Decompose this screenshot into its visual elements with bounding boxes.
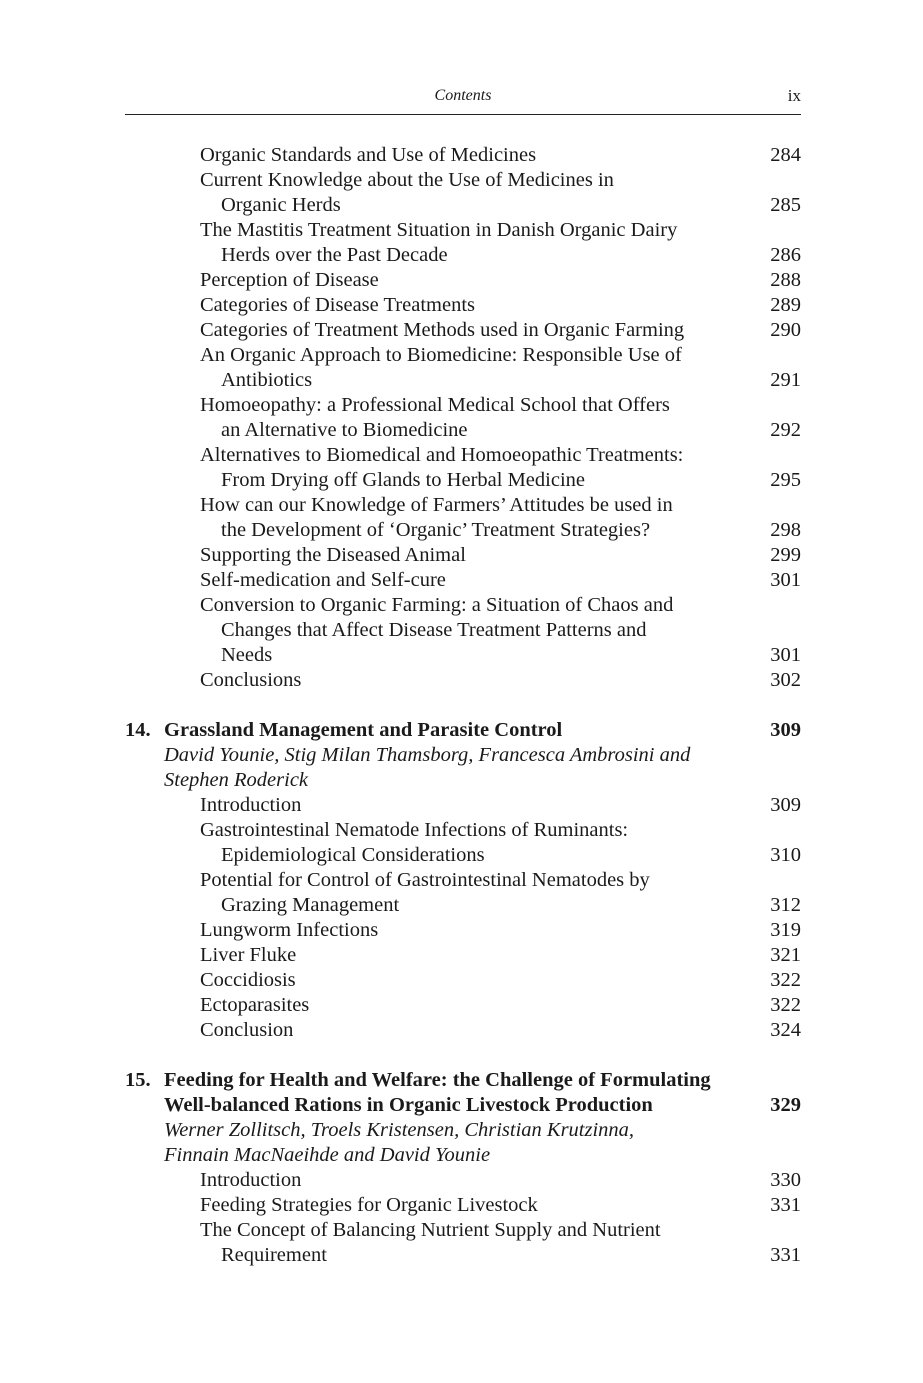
toc-entry: Conclusions 302 xyxy=(200,669,801,691)
toc-entry: Introduction 309 xyxy=(200,794,801,816)
toc-entry: Organic Standards and Use of Medicines 284 xyxy=(200,144,801,166)
chapter-heading xyxy=(0,1068,923,1093)
toc-entry-continuation: Changes that Affect Disease Treatment Patterns and xyxy=(221,619,647,641)
toc-entry: Homoeopathy: a Professional Medical School that Offers xyxy=(200,394,670,416)
toc-entry: The Concept of Balancing Nutrient Supply and Nutrient xyxy=(200,1219,661,1241)
toc-entry-continuation: an Alternative to Biomedicine 292 xyxy=(221,419,801,441)
toc-entry: Introduction 330 xyxy=(200,1169,801,1191)
chapter-authors: Werner Zollitsch, Troels Kristensen, Christian Krutzinna, xyxy=(164,1119,635,1141)
chapter-number: 15. xyxy=(125,1069,151,1091)
chapter-authors: Stephen Roderick xyxy=(164,769,309,791)
chapter-heading-continuation xyxy=(0,1093,923,1118)
toc-entry-continuation: the Development of ‘Organic’ Treatment Strategies? 298 xyxy=(221,519,801,541)
toc-entry: Liver Fluke 321 xyxy=(200,944,801,966)
running-header xyxy=(125,86,801,115)
toc-entry: Feeding Strategies for Organic Livestock 331 xyxy=(200,1194,801,1216)
toc-entry-continuation: Epidemiological Considerations 310 xyxy=(221,844,801,866)
running-header-title: Contents xyxy=(434,87,492,104)
toc-entry-continuation: Needs 301 xyxy=(221,644,801,666)
chapter-authors: David Younie, Stig Milan Thamsborg, Francesca Ambrosini and xyxy=(164,744,691,766)
chapter-page: 309 xyxy=(770,719,801,741)
toc-entry: Self-medication and Self-cure 301 xyxy=(200,569,801,591)
toc-entry: Ectoparasites 322 xyxy=(200,994,801,1016)
toc-entry-continuation: Organic Herds 285 xyxy=(221,194,801,216)
chapter-number: 14. xyxy=(125,719,151,741)
toc-entry: The Mastitis Treatment Situation in Danish Organic Dairy xyxy=(200,219,678,241)
toc-entry: Potential for Control of Gastrointestinal Nematodes by xyxy=(200,869,650,891)
table-of-contents xyxy=(0,143,923,1268)
toc-entry-continuation: Requirement 331 xyxy=(221,1244,801,1266)
toc-entry-continuation: Grazing Management 312 xyxy=(221,894,801,916)
chapter-title: Well-balanced Rations in Organic Livestock Production xyxy=(164,1094,653,1116)
page-number: ix xyxy=(787,86,801,105)
toc-entry: Lungworm Infections 319 xyxy=(200,919,801,941)
toc-entry: Perception of Disease 288 xyxy=(200,269,801,291)
spacer xyxy=(0,1043,923,1068)
toc-entry: Conclusion 324 xyxy=(200,1019,801,1041)
toc-entry: How can our Knowledge of Farmers’ Attitudes be used in xyxy=(200,494,673,516)
toc-entry: Categories of Treatment Methods used in Organic Farming 290 xyxy=(200,319,801,341)
spacer xyxy=(0,693,923,718)
toc-entry: Gastrointestinal Nematode Infections of Ruminants: xyxy=(200,819,629,841)
toc-entry-continuation: Antibiotics 291 xyxy=(221,369,801,391)
toc-entry: Alternatives to Biomedical and Homoeopathic Treatments: xyxy=(200,444,684,466)
toc-entry-continuation: Herds over the Past Decade 286 xyxy=(221,244,801,266)
toc-entry: Conversion to Organic Farming: a Situation of Chaos and xyxy=(200,594,674,616)
toc-entry: Coccidiosis 322 xyxy=(200,969,801,991)
toc-entry: Supporting the Diseased Animal 299 xyxy=(200,544,801,566)
toc-entry: An Organic Approach to Biomedicine: Responsible Use of xyxy=(200,344,682,366)
chapter-title: Grassland Management and Parasite Control xyxy=(164,719,563,741)
chapter-page: 329 xyxy=(770,1094,801,1116)
chapter-title: Feeding for Health and Welfare: the Challenge of Formulating xyxy=(164,1069,711,1091)
toc-entry: Categories of Disease Treatments 289 xyxy=(200,294,801,316)
toc-entry: Current Knowledge about the Use of Medicines in xyxy=(200,169,614,191)
chapter-authors: Finnain MacNaeihde and David Younie xyxy=(164,1144,491,1166)
toc-entry-continuation: From Drying off Glands to Herbal Medicine 295 xyxy=(221,469,801,491)
chapter-heading xyxy=(0,718,923,743)
